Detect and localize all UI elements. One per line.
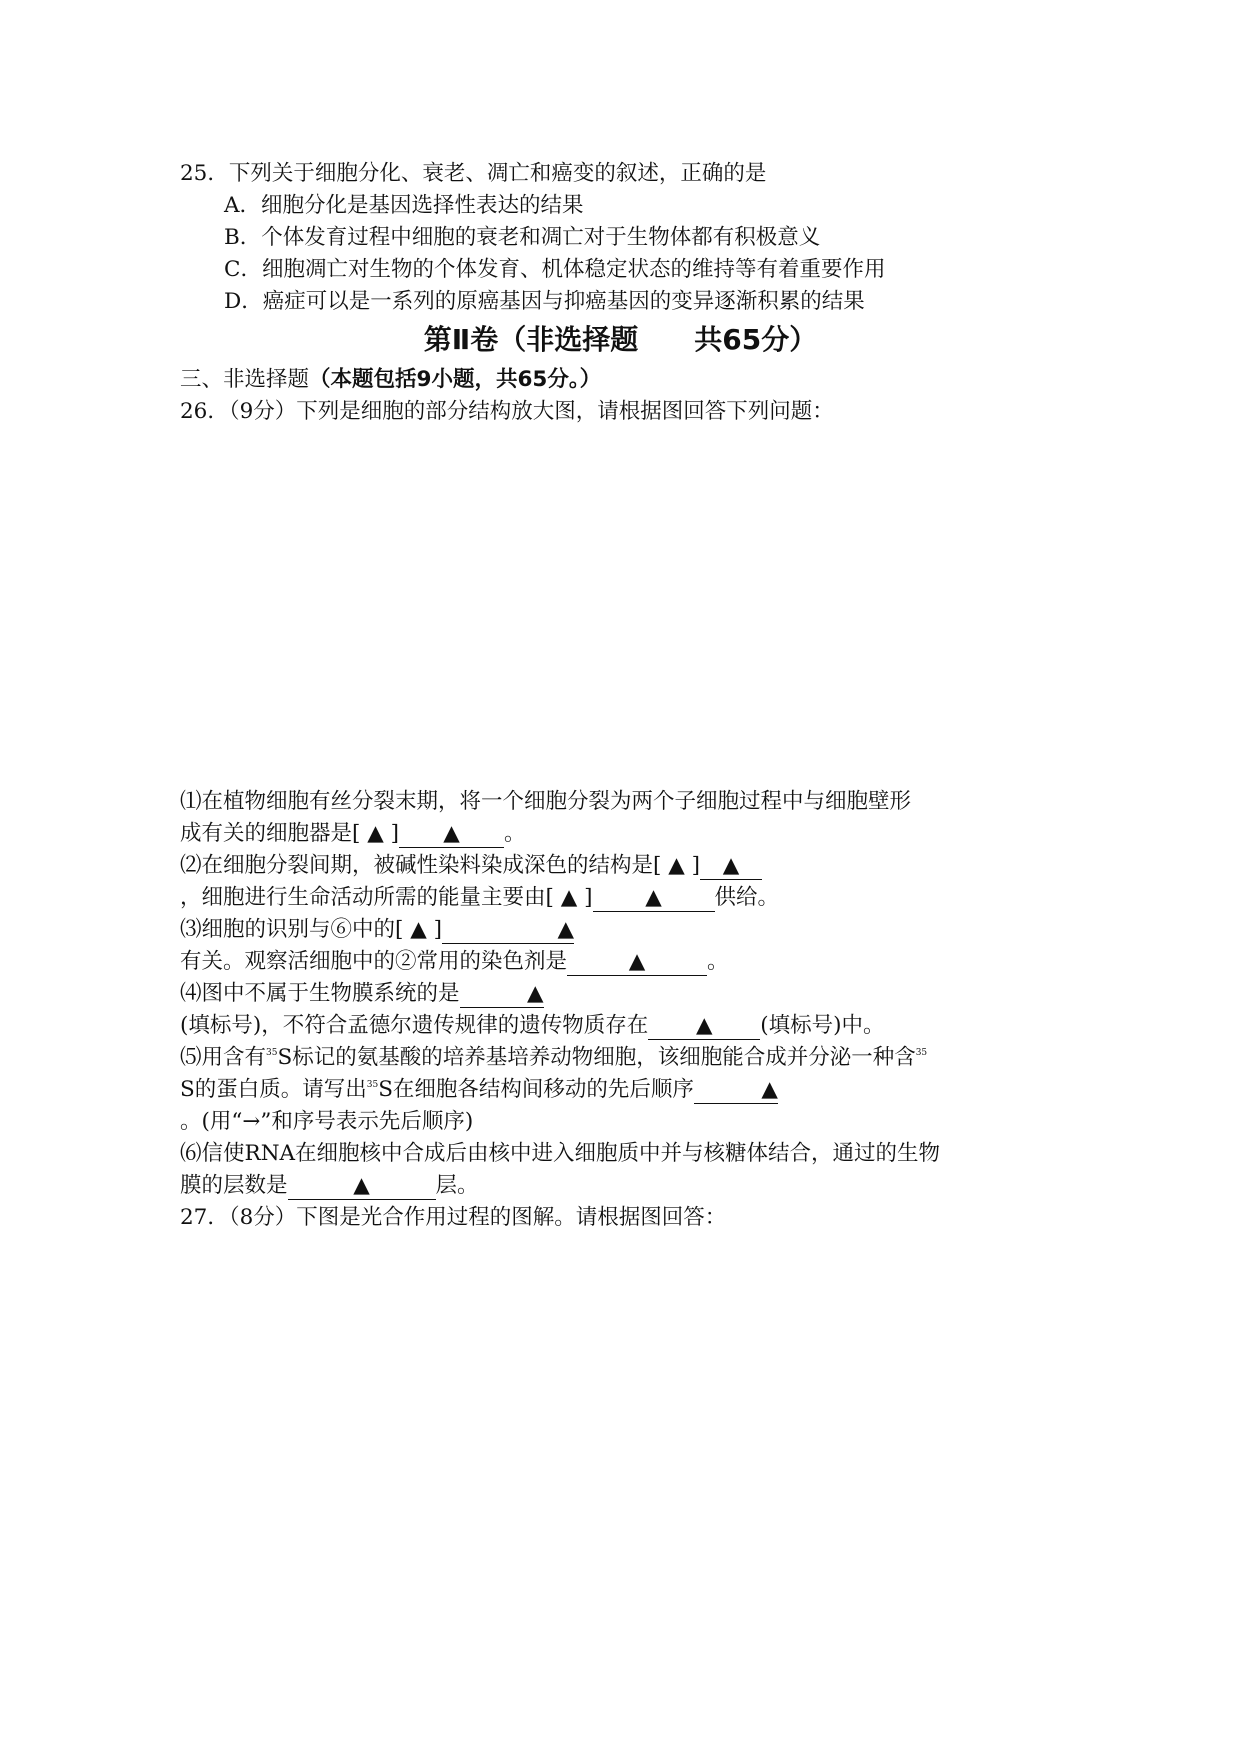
answer-blank[interactable]: [442, 917, 574, 944]
answer-blank[interactable]: [460, 981, 544, 1008]
question-26-stem: 26．（9分）下列是细胞的部分结构放大图，请根据图回答下列问题：: [180, 399, 834, 424]
q26-part5-line2: [180, 1074, 778, 1106]
q26-part5-text: ⑸用含有: [180, 1045, 267, 1070]
bracket-close: ]: [584, 885, 593, 910]
q26-part3-text-2: 有关。观察活细胞中的②常用的染色剂是: [180, 949, 568, 974]
isotope-superscript: 35: [915, 1048, 928, 1058]
answer-mark: ▲: [443, 821, 460, 846]
question-27-stem: 27．（8分）下图是光合作用过程的图解。请根据图回答：: [180, 1205, 727, 1230]
answer-mark: ▲: [410, 917, 427, 942]
q26-part5-text-b: S标记的氨基酸的培养基培养动物细胞，该细胞能合成并分泌一种含: [277, 1045, 916, 1070]
question-25-option-d: D．癌症可以是一系列的原癌基因与抑癌基因的变异逐渐积累的结果: [224, 289, 865, 314]
answer-mark: ▲: [560, 885, 578, 910]
answer-mark: ▲: [367, 821, 384, 846]
bracket-close: ]: [691, 853, 701, 878]
answer-blank[interactable]: [593, 885, 715, 912]
q26-part2-end: 供给。: [714, 885, 780, 910]
answer-mark: ▲: [696, 1013, 713, 1038]
bracket-close: ]: [433, 917, 443, 942]
question-26-figure-area: [180, 436, 1060, 776]
q26-part1-line2: [180, 818, 526, 850]
answer-mark: ▲: [557, 917, 575, 942]
q26-part4-line2: [180, 1010, 885, 1042]
answer-mark: ▲: [645, 885, 662, 910]
isotope-superscript: 35: [266, 1048, 278, 1058]
section-3-label: 三、非选择题: [180, 367, 310, 392]
answer-blank[interactable]: [700, 853, 762, 880]
q26-part4-text: ⑷图中不属于生物膜系统的是: [180, 981, 460, 1006]
q26-part2-line2: [180, 882, 779, 914]
answer-blank[interactable]: [567, 949, 707, 976]
section-3-note: （本题包括9小题，共65分。）: [309, 367, 602, 392]
q26-part2-text: ⑵在细胞分裂间期，被碱性染料染成深色的结构是[: [180, 853, 662, 878]
question-25-stem: 25．下列关于细胞分化、衰老、凋亡和癌变的叙述，正确的是: [180, 161, 767, 186]
bracket-close: ]: [390, 821, 400, 846]
answer-mark: ▲: [722, 853, 740, 878]
q26-part3-line2: [180, 946, 729, 978]
answer-mark: ▲: [526, 981, 544, 1006]
q26-part2-text-2: ，细胞进行生命活动所需的能量主要由[: [180, 885, 554, 910]
q26-part3-line1: [180, 914, 574, 946]
q26-part1-line1: ⑴在植物细胞有丝分裂末期，将一个细胞分裂为两个子细胞过程中与细胞壁形: [180, 789, 912, 814]
q26-part3-end: 。: [707, 949, 729, 974]
q26-part1-end: 。: [504, 821, 526, 846]
answer-mark: ▲: [761, 1077, 778, 1102]
answer-mark: ▲: [628, 949, 646, 974]
q26-part6-line1: ⑹信使RNA在细胞核中合成后由核中进入细胞质中并与核糖体结合，通过的生物: [180, 1141, 941, 1166]
part-2-title: 第Ⅱ卷（非选择题 共65分）: [423, 323, 818, 356]
question-25-option-a: A．细胞分化是基因选择性表达的结果: [224, 193, 584, 218]
q26-part6-end: 层。: [435, 1173, 479, 1198]
answer-blank[interactable]: [694, 1077, 778, 1104]
q26-part4-end: (填标号)中。: [760, 1013, 885, 1038]
q26-part6-text: 膜的层数是: [180, 1173, 288, 1198]
q26-part2-line1: [180, 850, 762, 882]
section-3-heading: [180, 364, 601, 396]
q26-part3-text: ⑶细胞的识别与⑥中的[: [180, 917, 404, 942]
q26-part5-text-2: S的蛋白质。请写出: [180, 1077, 367, 1102]
question-27-figure-area: [180, 1242, 1060, 1662]
question-25-option-c: C．细胞凋亡对生物的个体发育、机体稳定状态的维持等有着重要作用: [224, 257, 886, 282]
q26-part5-text-2b: S在细胞各结构间移动的先后顺序: [378, 1077, 694, 1102]
isotope-superscript: 35: [366, 1080, 379, 1090]
q26-part6-line2: [180, 1170, 479, 1202]
answer-mark: ▲: [353, 1173, 370, 1198]
q26-part5-line3: 。(用“→”和序号表示先后顺序): [180, 1109, 474, 1134]
answer-blank[interactable]: [288, 1173, 436, 1200]
question-25-option-b: B．个体发育过程中细胞的衰老和凋亡对于生物体都有积极意义: [224, 225, 821, 250]
answer-blank[interactable]: [648, 1013, 760, 1040]
q26-part1-text: 成有关的细胞器是[: [180, 821, 361, 846]
answer-mark: ▲: [668, 853, 685, 878]
answer-blank[interactable]: [399, 821, 504, 848]
q26-part5-line1: [180, 1042, 927, 1074]
q26-part4-text-2: (填标号)，不符合孟德尔遗传规律的遗传物质存在: [180, 1013, 649, 1038]
q26-part4-line1: [180, 978, 544, 1010]
